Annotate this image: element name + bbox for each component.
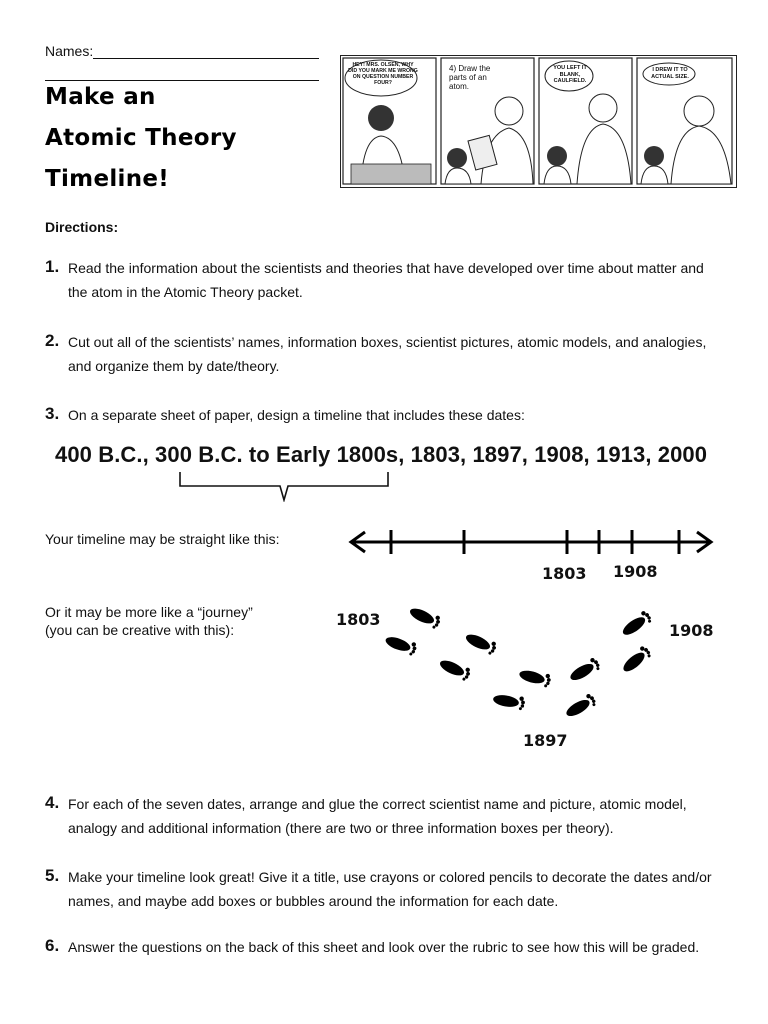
step-1-line-1: Read the information about the scientists and theories that have developed over time about matter and: [68, 260, 704, 276]
names-blank-1[interactable]: [93, 58, 319, 59]
names-label: Names:: [45, 43, 94, 59]
step-5-number: 5.: [45, 866, 60, 885]
straight-label-1803: 1803: [542, 564, 587, 583]
step-4-line-1: For each of the seven dates, arrange and glue the correct scientist name and picture, atomic model,: [68, 796, 687, 812]
journey-caption-line-2: (you can be creative with this):: [45, 622, 235, 638]
comic-panel-4-text: I DREW IT TO ACTUAL SIZE.: [651, 67, 689, 80]
step-1-number: 1.: [45, 257, 60, 276]
required-dates: 400 B.C., 300 B.C. to Early 1800s, 1803, 1897, 1908, 1913, 2000: [55, 442, 708, 467]
step-4-line-2: analogy and additional information (there are two or three information boxes per theory).: [68, 820, 614, 836]
names-blank-2[interactable]: [45, 80, 319, 81]
step-3-line-1: On a separate sheet of paper, design a timeline that includes these dates:: [68, 407, 525, 423]
journey-label-1897: 1897: [523, 731, 568, 750]
journey-label-1908: 1908: [669, 621, 714, 640]
step-6-line-1: Answer the questions on the back of this sheet and look over the rubric to see how this will be graded.: [68, 939, 700, 955]
step-5-line-2: names, and maybe add boxes or bubbles around the information for each date.: [68, 893, 559, 909]
comic-panel-2-text: 4) Draw the parts of an atom.: [449, 64, 491, 91]
date-range-brace: [176, 468, 392, 502]
page-title-line-2: Atomic Theory: [45, 125, 237, 151]
step-3-text: [68, 403, 733, 427]
journey-label-1803: 1803: [336, 610, 381, 629]
comic-panel-3-text: YOU LEFT IT BLANK, CAULFIELD.: [553, 65, 587, 84]
step-1-text: [68, 256, 733, 304]
step-2-number: 2.: [45, 331, 60, 350]
footprints-graphic: [370, 600, 670, 730]
step-1-line-2: the atom in the Atomic Theory packet.: [68, 284, 303, 300]
step-2-line-2: and organize them by date/theory.: [68, 358, 280, 374]
comic-panel-1-text: HEY! MRS. OLSEN, WHY DID YOU MARK ME WRONG ON QUESTION NUMBER FOUR?: [348, 62, 418, 86]
straight-label-1908: 1908: [613, 562, 658, 581]
step-6-number: 6.: [45, 936, 60, 955]
journey-timeline-caption: [45, 603, 253, 639]
journey-caption-line-1: Or it may be more like a “journey”: [45, 604, 253, 620]
step-3-number: 3.: [45, 404, 60, 423]
page-title-line-1: Make an: [45, 84, 156, 110]
straight-timeline-caption: Your timeline may be straight like this:: [45, 531, 280, 547]
step-5-line-1: Make your timeline look great! Give it a title, use crayons or colored pencils to decorate the dates and/or: [68, 869, 712, 885]
step-2-text: [68, 330, 733, 378]
step-6-text: [68, 935, 733, 959]
comic-strip: [340, 55, 737, 188]
step-4-number: 4.: [45, 793, 60, 812]
step-5-text: [68, 865, 733, 913]
directions-label: Directions:: [45, 219, 119, 235]
step-2-line-1: Cut out all of the scientists’ names, information boxes, scientist pictures, atomic models, and analogies,: [68, 334, 707, 350]
straight-timeline-graphic: [345, 524, 717, 560]
page-title-line-3: Timeline!: [45, 166, 170, 192]
step-4-text: [68, 792, 733, 840]
